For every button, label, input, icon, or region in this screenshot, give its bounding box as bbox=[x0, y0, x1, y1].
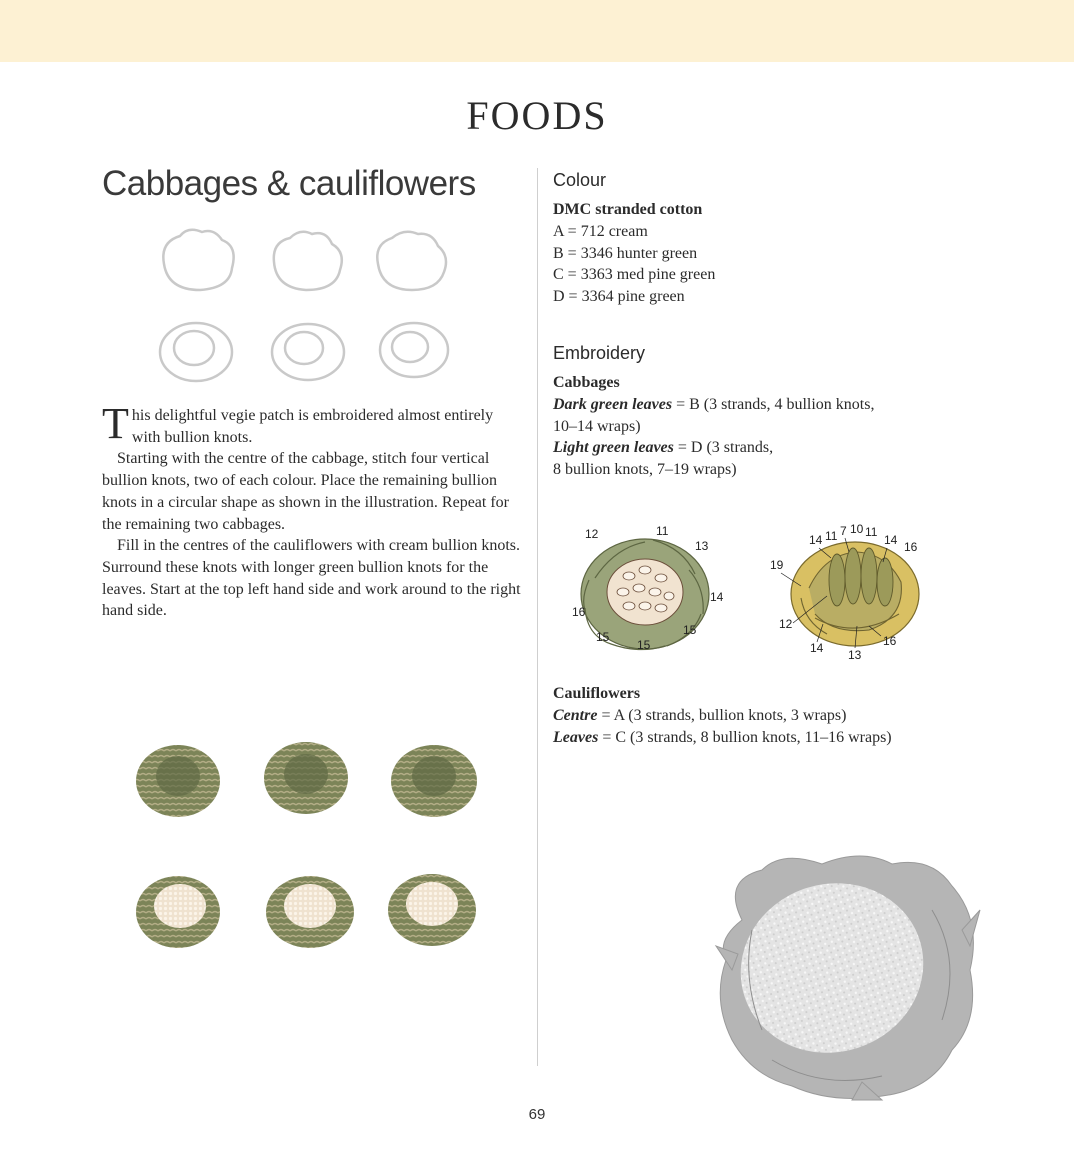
label-cab-14: 14 bbox=[809, 533, 823, 547]
cauliflower-illustration bbox=[712, 850, 982, 1102]
cauliflowers-instructions bbox=[553, 683, 973, 748]
label-cab-16b: 16 bbox=[883, 634, 897, 648]
label-15a: 15 bbox=[683, 623, 697, 637]
light-leaves-text: = D (3 strands, bbox=[673, 439, 774, 457]
column-divider bbox=[537, 168, 538, 1066]
colour-subheading: DMC stranded cotton bbox=[553, 201, 703, 218]
dark-leaves-label: Dark green leaves bbox=[553, 395, 673, 413]
label-cab-14c: 14 bbox=[810, 641, 824, 655]
dark-leaves-text: = B (3 strands, 4 bullion knots, bbox=[672, 395, 875, 413]
cauliflower-diagram bbox=[572, 524, 724, 652]
colour-item-b: B = 3346 hunter green bbox=[553, 244, 698, 262]
colour-item-c: C = 3363 med pine green bbox=[553, 266, 716, 284]
cauli-outline-2-inner bbox=[285, 332, 323, 364]
label-cab-11: 11 bbox=[825, 529, 838, 543]
cabbage-outline-2 bbox=[274, 232, 342, 290]
cabbage-outline-1 bbox=[163, 230, 233, 290]
label-cab-19: 19 bbox=[770, 558, 784, 572]
outline-templates bbox=[150, 222, 460, 392]
cauliflower-photo-1 bbox=[136, 876, 220, 948]
label-cab-7: 7 bbox=[840, 524, 847, 538]
label-cab-16: 16 bbox=[904, 540, 918, 554]
label-12: 12 bbox=[585, 527, 599, 541]
colour-list bbox=[553, 199, 973, 308]
cabbage-outline-3 bbox=[377, 232, 446, 290]
paragraph-2: Starting with the centre of the cabbage, stitch four vertical bullion knots, two of each colour. Place the remaining bullion knots in a circular shape as shown in the illustration. Repeat for the remaining two cabbages. bbox=[102, 450, 510, 533]
cauliflower-photo-2 bbox=[266, 876, 354, 948]
embroidery-heading: Embroidery bbox=[553, 343, 646, 363]
label-13: 13 bbox=[695, 539, 709, 553]
label-cab-13: 13 bbox=[848, 648, 862, 662]
centre-label: Centre bbox=[553, 706, 598, 724]
section-title: Cabbages & cauliflowers bbox=[102, 164, 476, 203]
page-number: 69 bbox=[528, 1106, 546, 1123]
dropcap: T bbox=[102, 399, 129, 448]
cauliflower-photo-3 bbox=[388, 874, 476, 946]
cabbages-instructions bbox=[553, 372, 973, 481]
colour-heading: Colour bbox=[553, 170, 607, 190]
label-cab-11b: 11 bbox=[865, 525, 878, 539]
light-leaves-label: Light green leaves bbox=[553, 439, 674, 457]
label-16: 16 bbox=[572, 605, 586, 619]
colour-item-d: D = 3364 pine green bbox=[553, 288, 685, 306]
cauliflowers-subheading: Cauliflowers bbox=[553, 685, 641, 702]
light-leaves-text-2: 8 bullion knots, 7–19 wraps) bbox=[553, 461, 737, 479]
cabbage-photo-3 bbox=[391, 745, 477, 817]
cabbage-photo-2 bbox=[264, 742, 348, 814]
label-cab-10: 10 bbox=[850, 522, 864, 536]
cabbages-subheading: Cabbages bbox=[553, 374, 620, 391]
dark-leaves-text-2: 10–14 wraps) bbox=[553, 417, 641, 435]
cabbage-diagram bbox=[770, 522, 919, 662]
label-14: 14 bbox=[710, 590, 724, 604]
label-cab-12: 12 bbox=[779, 617, 793, 631]
paragraph-3: Fill in the centres of the cauliflowers with cream bullion knots. Surround these knots with longer green bullion knots for the leaves. Start at the top left hand side and work around to the right hand side. bbox=[102, 537, 521, 620]
label-15b: 15 bbox=[637, 638, 651, 652]
cauli-outline-1-inner bbox=[174, 331, 214, 365]
chapter-title: FOODS bbox=[466, 93, 608, 138]
label-11: 11 bbox=[656, 524, 669, 538]
centre-text: = A (3 strands, bullion knots, 3 wraps) bbox=[597, 706, 847, 724]
cabbage-photo-1 bbox=[136, 745, 220, 817]
header-band bbox=[0, 0, 1074, 62]
paragraph-1: his delightful vegie patch is embroidered almost entirely with bullion knots. bbox=[131, 407, 494, 446]
leaves-text: = C (3 strands, 8 bullion knots, 11–16 wraps) bbox=[598, 728, 892, 746]
leaves-label: Leaves bbox=[553, 728, 599, 746]
embroidery-photos bbox=[128, 736, 488, 961]
stitch-diagram bbox=[565, 518, 935, 666]
label-15c: 15 bbox=[596, 630, 610, 644]
colour-item-a: A = 712 cream bbox=[553, 222, 648, 240]
cauli-outline-3-inner bbox=[392, 332, 428, 362]
instructions-text bbox=[102, 399, 524, 622]
label-cab-14b: 14 bbox=[884, 533, 898, 547]
